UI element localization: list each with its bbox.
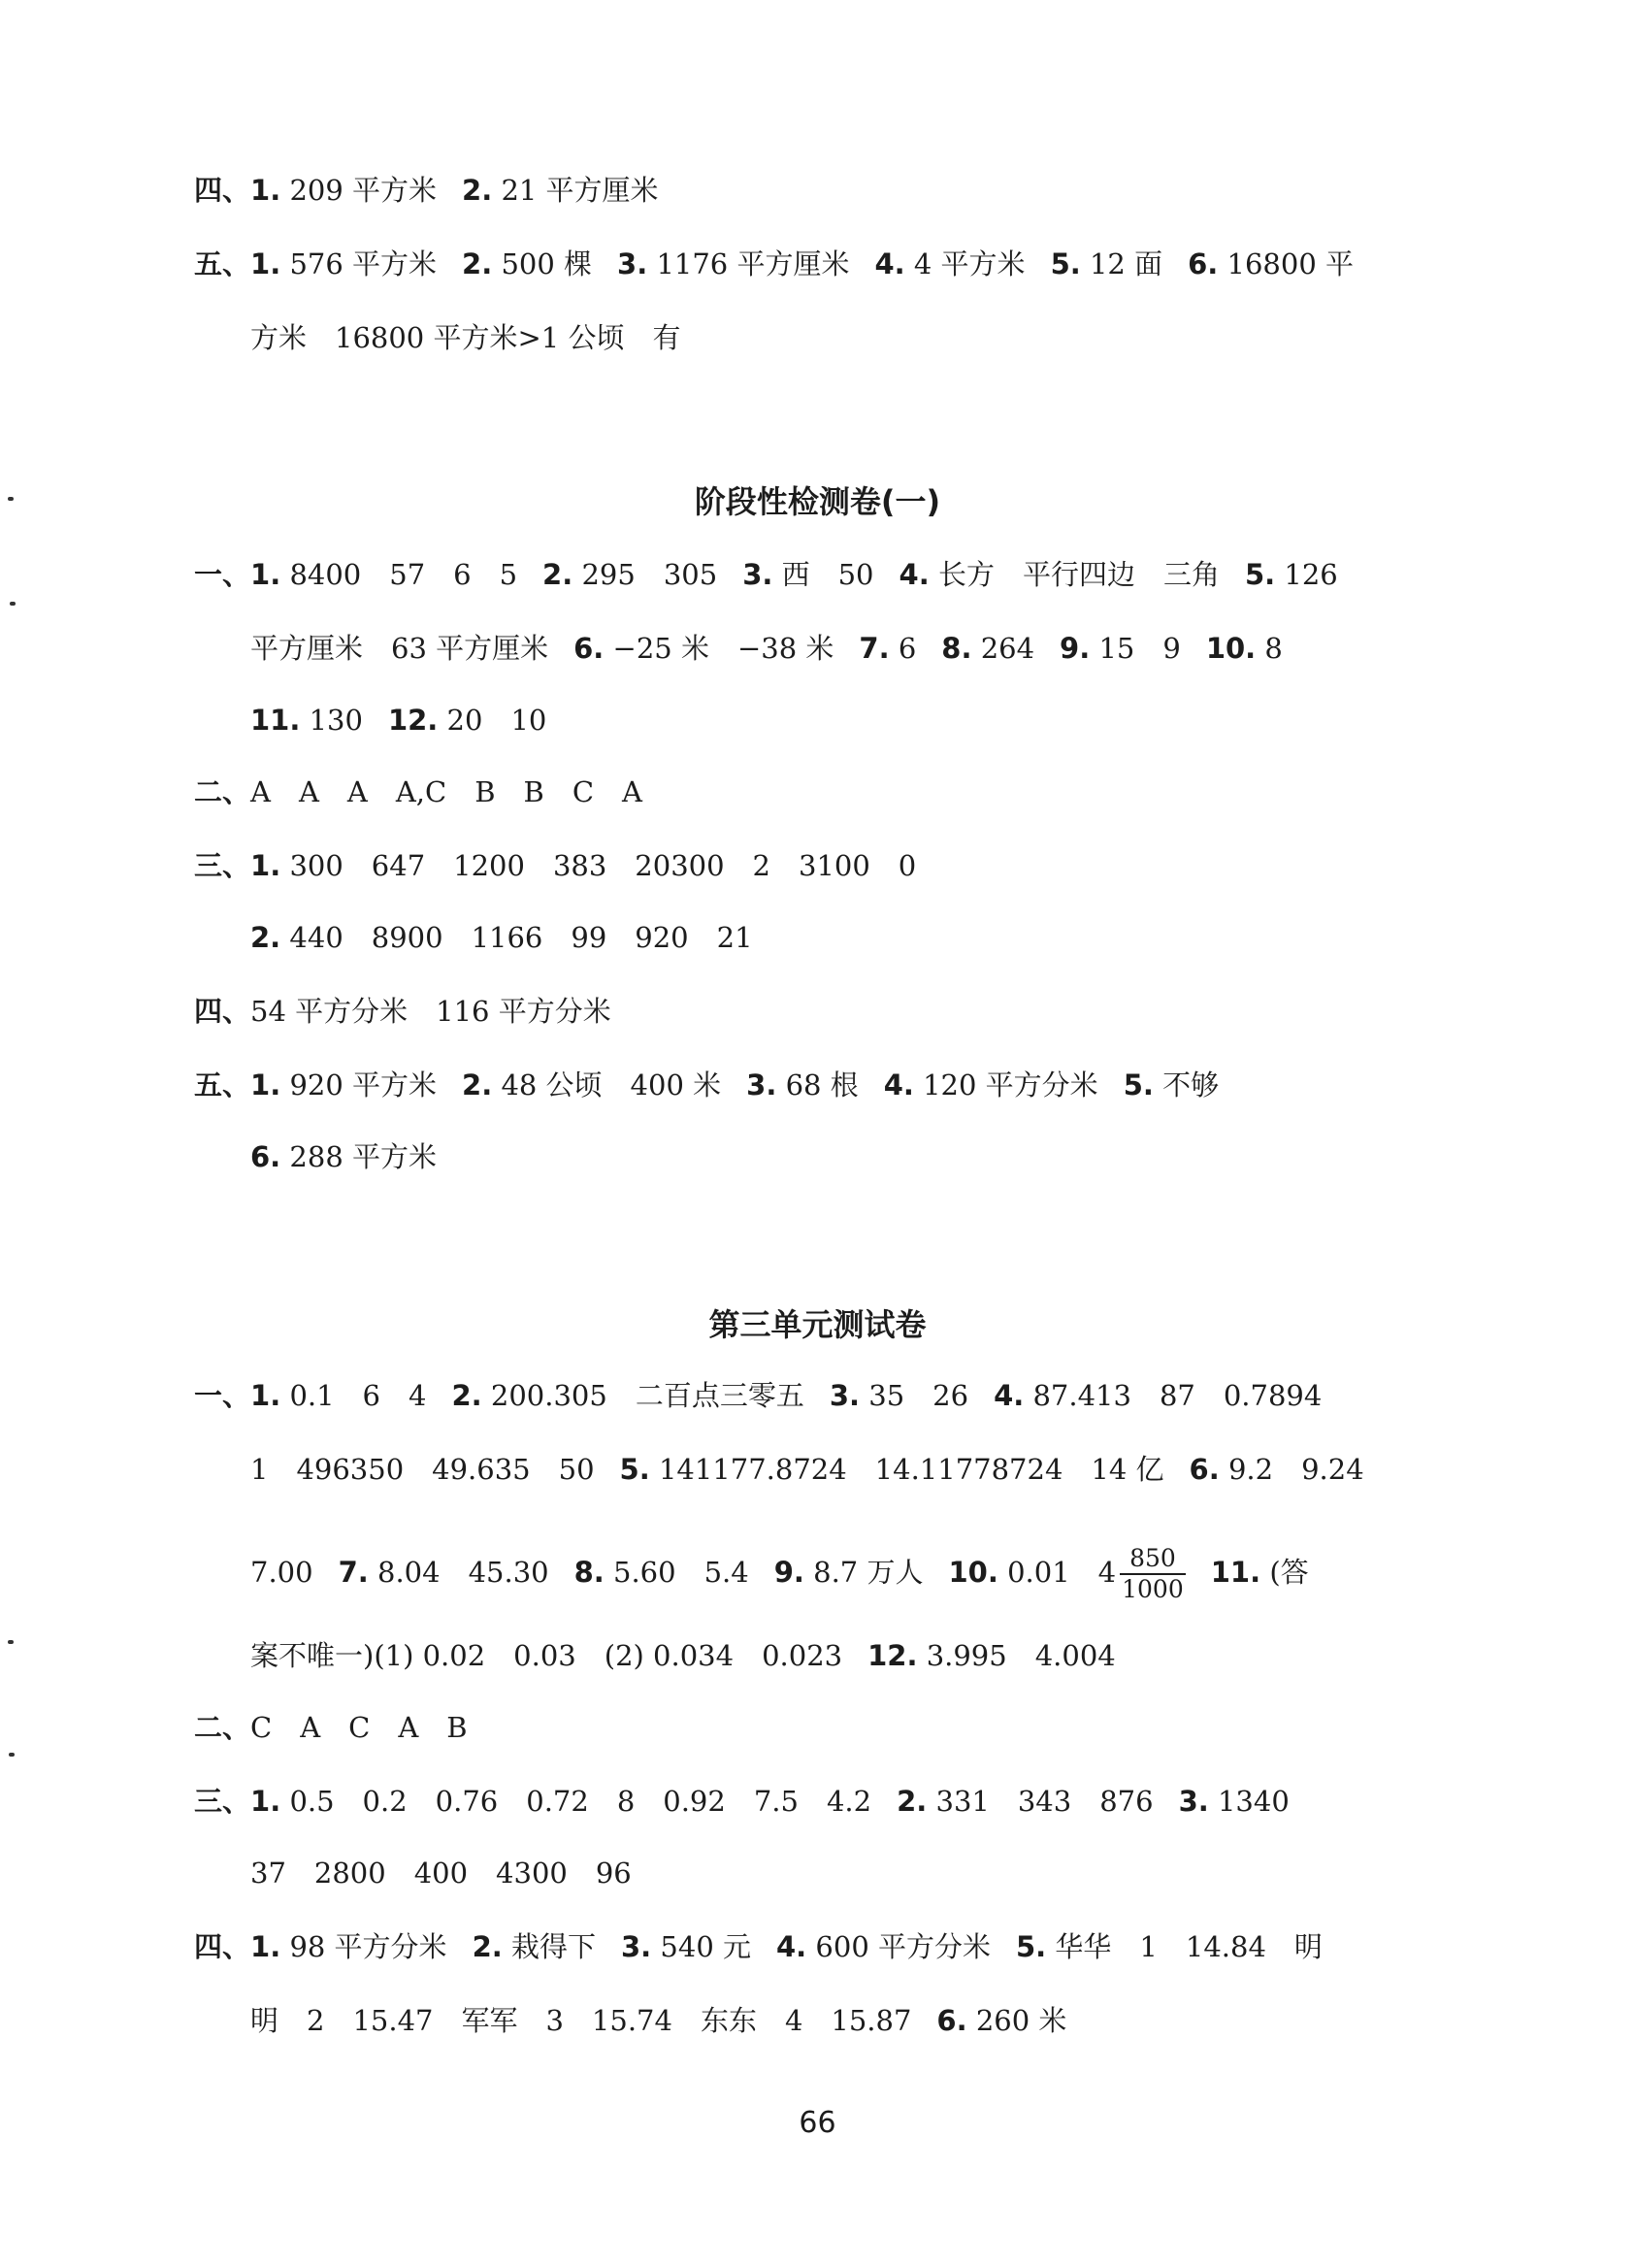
s3-row-1b: 1 496350 49.635 50 5. 141177.8724 14.11778724 14 亿 6. 9.2 9.24 [250,1453,1364,1486]
s2-row-3b: 2. 440 8900 1166 99 920 21 [250,921,753,954]
s3-row-4a: 四、1. 98 平方分米 2. 栽得下 3. 540 元 4. 600 平方分米 5. 华华 1 14.84 明 [194,1930,1323,1963]
s1-row-5a: 五、1. 576 平方米 2. 500 棵 3. 1176 平方厘米 4. 4 平方米 5. 12 面 6. 16800 平 [194,247,1355,280]
scan-speck [10,602,16,606]
s3-row-3a: 三、1. 0.5 0.2 0.76 0.72 8 0.92 7.5 4.2 2. 331 343 876 3. 1340 [194,1785,1290,1818]
fraction: $\frac{850}{1000}$ [1122,1544,1184,1603]
s1-row-4: 四、1. 209 平方米 2. 21 平方厘米 [194,174,659,207]
s3-row-3b: 37 2800 400 4300 96 [250,1857,632,1890]
scan-speck [8,1640,14,1644]
s3-row-1d: 案不唯一)(1) 0.02 0.03 (2) 0.034 0.023 12. 3.995 4.004 [250,1639,1116,1672]
section-title-phase-test: 阶段性检测卷(一) [694,483,941,520]
s2-row-5a: 五、1. 920 平方米 2. 48 公顷 400 米 3. 68 根 4. 120 平方分米 5. 不够 [194,1068,1220,1101]
scan-speck [8,497,14,501]
s1-row-5b: 方米 16800 平方米>1 公顷 有 [250,321,681,354]
s2-row-5b: 6. 288 平方米 [250,1140,437,1173]
s2-row-1b: 平方厘米 63 平方厘米 6. −25 米 −38 米 7. 6 8. 264 9. 15 9 10. 8 [250,632,1283,665]
s2-row-1a: 一、1. 8400 57 6 5 2. 295 305 3. 西 50 4. 长方 平行四边 三角 5. 126 [194,558,1338,591]
s2-row-1c: 11. 130 12. 20 10 [250,704,547,737]
scan-speck [9,1753,15,1757]
s3-row-2: 二、C A C A B [194,1711,468,1744]
page-number: 66 [799,2106,836,2140]
s3-row-1c: 7.00 7. 8.04 45.30 8. 5.60 5.4 9. 8.7 万人 10. 0.01 4 $\frac{850}{1000}$ 11. (答 [250,1544,1309,1603]
s3-row-4b: 明 2 15.47 军军 3 15.74 东东 4 15.87 6. 260 米 [250,2004,1067,2037]
section-title-unit3-test: 第三单元测试卷 [708,1306,927,1343]
s2-row-3a: 三、1. 300 647 1200 383 20300 2 3100 0 [194,849,917,882]
s2-row-2: 二、A A A A,C B B C A [194,775,642,808]
s3-row-1a: 一、1. 0.1 6 4 2. 200.305 二百点三零五 3. 35 26 4. 87.413 87 0.7894 [194,1379,1323,1412]
s2-row-4: 四、54 平方分米 116 平方分米 [194,995,611,1028]
